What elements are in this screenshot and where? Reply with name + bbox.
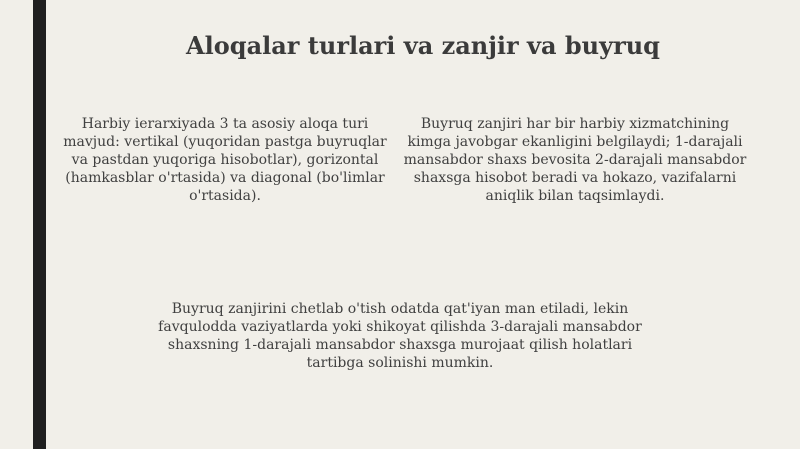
slide-title: Aloqalar turlari va zanjir va buyruq bbox=[186, 31, 660, 60]
paragraph-bypass-rules: Buyruq zanjirini chetlab o'tish odatda qat'iyan man etiladi, lekin favqulodda vaziyatlarda yoki shikoyat qilishda 3-darajali mansabdor shaxsning 1-darajali mansabdor shaxsga murojaat qilish holatlari tartibga solinishi mumkin. bbox=[158, 301, 642, 371]
accent-bar bbox=[33, 0, 46, 449]
paragraph-chain-of-command: Buyruq zanjiri har bir harbiy xizmatchining kimga javobgar ekanligini belgilaydi; 1-darajali mansabdor shaxs bevosita 2-darajali mansabdor shaxsga hisobot beradi va hokazo, vazifalarni aniqlik bilan taqsimlaydi. bbox=[403, 116, 747, 204]
paragraph-communication-types: Harbiy ierarxiyada 3 ta asosiy aloqa turi mavjud: vertikal (yuqoridan pastga buyruqlar va pastdan yuqoriga hisobotlar), gorizontal (hamkasblar o'rtasida) va diagonal (bo'limlar o'rtasida). bbox=[63, 116, 387, 204]
